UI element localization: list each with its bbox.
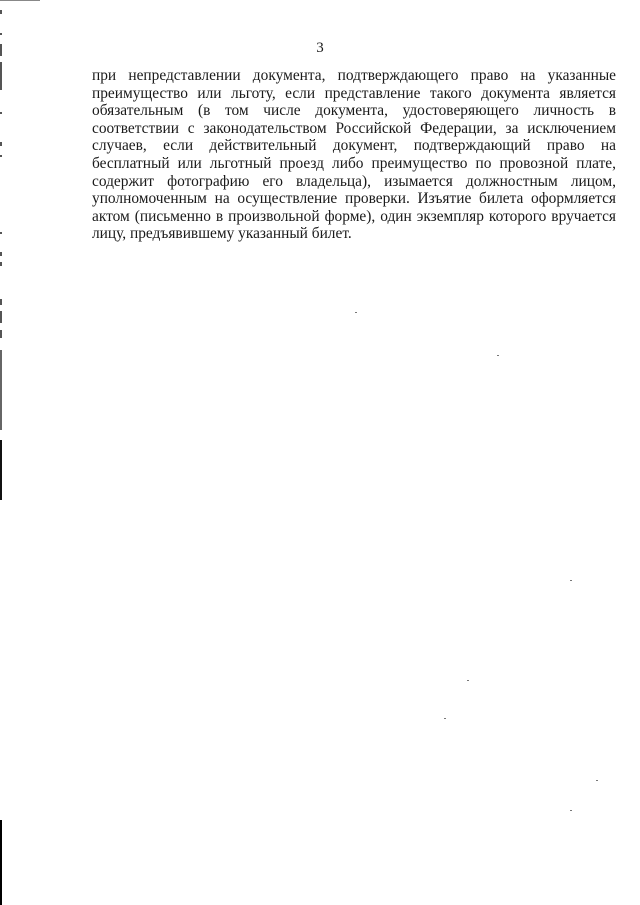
text-line: обязательным (в том числе документа, удостоверяющего личность в — [92, 102, 616, 120]
edge-mark — [0, 311, 2, 323]
text-line: уполномоченным на осуществление проверки. Изъятие билета оформляется — [92, 190, 616, 208]
edge-mark — [0, 262, 2, 266]
edge-mark — [0, 10, 2, 14]
text-line: случаев, если действительный документ, подтверждающий право на — [92, 137, 616, 155]
text-line: при непредставлении документа, подтверждающего право на указанные — [92, 67, 616, 84]
edge-mark — [0, 440, 2, 500]
body-paragraph — [92, 67, 616, 243]
scan-speck — [444, 718, 446, 719]
text-line: преимущество или льготу, если представление такого документа является — [92, 84, 616, 102]
page-number: 3 — [316, 40, 324, 56]
text-line: содержит фотографию его владельца), изымается должностным лицом, — [92, 172, 616, 190]
edge-mark — [0, 33, 2, 35]
edge-mark — [0, 142, 2, 146]
scan-edge-top — [0, 0, 40, 1]
text-line: соответствии с законодательством Российской Федерации, за исключением — [92, 119, 616, 137]
edge-mark — [0, 62, 2, 90]
edge-mark — [0, 252, 2, 256]
edge-mark — [0, 112, 2, 114]
edge-mark — [0, 820, 2, 905]
edge-mark — [0, 232, 2, 234]
scan-speck — [497, 355, 499, 356]
scan-speck — [467, 680, 469, 681]
text-line: бесплатный или льготный проезд либо преимущество по провозной плате, — [92, 154, 616, 172]
scan-speck — [570, 810, 572, 811]
scan-speck — [355, 312, 357, 313]
scan-edge-left — [0, 0, 2, 905]
scan-speck — [570, 580, 572, 581]
edge-mark — [0, 350, 2, 430]
scan-speck — [596, 780, 598, 781]
edge-mark — [0, 330, 2, 338]
edge-mark — [0, 299, 2, 305]
text-line: лицу, предъявившему указанный билет. — [92, 225, 352, 243]
text-line: актом (письменно в произвольной форме), один экземпляр которого вручается — [92, 207, 616, 225]
edge-mark — [0, 155, 2, 157]
